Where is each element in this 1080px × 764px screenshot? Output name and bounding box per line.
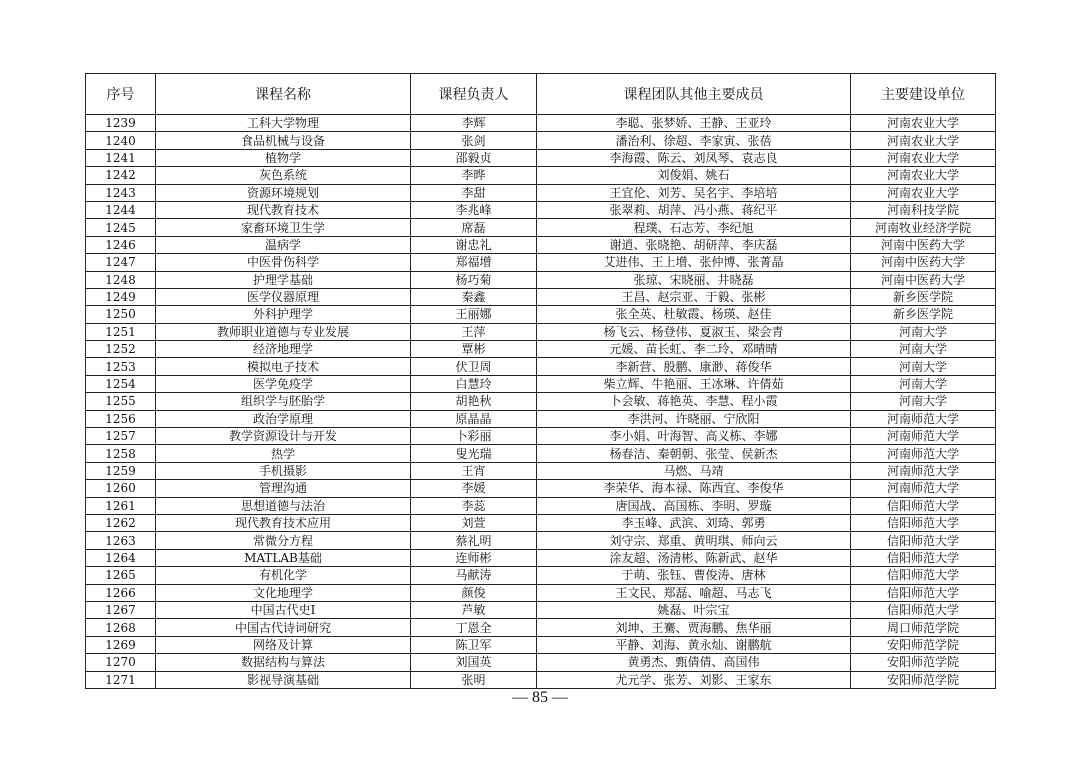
cell-team-members: 马燃、马靖 (537, 462, 851, 479)
cell-institution: 河南中医药大学 (851, 236, 996, 253)
cell-course-lead: 郑福增 (411, 254, 537, 271)
cell-course-name: 中国古代史I (156, 601, 411, 618)
cell-institution: 河南大学 (851, 341, 996, 358)
cell-team-members: 张琼、宋晓丽、井晓磊 (537, 271, 851, 288)
cell-course-lead: 王萍 (411, 323, 537, 340)
table-row (86, 236, 996, 253)
cell-team-members: 谢逍、张晓艳、胡研萍、李庆磊 (537, 236, 851, 253)
cell-team-members: 元媛、苗长虹、李二玲、邓晴晴 (537, 341, 851, 358)
cell-course-lead: 王宵 (411, 462, 537, 479)
cell-team-members: 李洪河、许晓丽、宁欣阳 (537, 410, 851, 427)
cell-institution: 安阳师范学院 (851, 636, 996, 653)
cell-index: 1241 (86, 149, 156, 166)
cell-index: 1239 (86, 115, 156, 132)
table-row (86, 480, 996, 497)
cell-institution: 安阳师范学院 (851, 671, 996, 688)
table-row (86, 375, 996, 392)
cell-course-lead: 谢忠礼 (411, 236, 537, 253)
cell-team-members: 卜会敏、蒋艳英、李慧、程小霞 (537, 393, 851, 410)
header-course-lead: 课程负责人 (411, 74, 537, 115)
cell-index: 1244 (86, 201, 156, 218)
cell-course-lead: 席磊 (411, 219, 537, 236)
header-team-members: 课程团队其他主要成员 (537, 74, 851, 115)
cell-index: 1266 (86, 584, 156, 601)
table-row (86, 254, 996, 271)
cell-index: 1257 (86, 428, 156, 445)
cell-course-lead: 张明 (411, 671, 537, 688)
cell-course-lead: 李辉 (411, 115, 537, 132)
cell-team-members: 刘守宗、郑重、黄明琪、师向云 (537, 532, 851, 549)
table-row (86, 393, 996, 410)
cell-index: 1269 (86, 636, 156, 653)
cell-index: 1256 (86, 410, 156, 427)
cell-index: 1246 (86, 236, 156, 253)
table-row (86, 601, 996, 618)
cell-team-members: 王文民、郑磊、喻超、马志飞 (537, 584, 851, 601)
cell-course-name: 影视导演基础 (156, 671, 411, 688)
cell-course-lead: 蔡礼明 (411, 532, 537, 549)
cell-index: 1262 (86, 514, 156, 531)
cell-course-name: 组织学与胚胎学 (156, 393, 411, 410)
cell-course-name: 医学免疫学 (156, 375, 411, 392)
cell-index: 1253 (86, 358, 156, 375)
cell-course-name: 常微分方程 (156, 532, 411, 549)
cell-course-lead: 李蕊 (411, 497, 537, 514)
table-row (86, 358, 996, 375)
cell-institution: 河南师范大学 (851, 445, 996, 462)
cell-course-name: 热学 (156, 445, 411, 462)
cell-course-lead: 马献涛 (411, 567, 537, 584)
cell-institution: 河南师范大学 (851, 428, 996, 445)
cell-course-name: 现代教育技术 (156, 201, 411, 218)
cell-team-members: 李新营、殷鹏、康渺、蒋俊华 (537, 358, 851, 375)
course-table-container (85, 73, 995, 689)
table-row (86, 341, 996, 358)
cell-team-members: 潘治利、徐超、李家寅、张蓓 (537, 132, 851, 149)
cell-course-lead: 李兆峰 (411, 201, 537, 218)
cell-index: 1251 (86, 323, 156, 340)
cell-team-members: 刘俊娟、姚石 (537, 167, 851, 184)
cell-team-members: 李海霞、陈云、刘凤琴、袁志良 (537, 149, 851, 166)
cell-course-lead: 伏卫周 (411, 358, 537, 375)
cell-institution: 河南大学 (851, 375, 996, 392)
cell-institution: 新乡医学院 (851, 288, 996, 305)
cell-team-members: 艾进伟、王上增、张仲博、张菁晶 (537, 254, 851, 271)
cell-course-name: 模拟电子技术 (156, 358, 411, 375)
cell-course-name: 数据结构与算法 (156, 654, 411, 671)
cell-institution: 河南师范大学 (851, 410, 996, 427)
cell-institution: 河南师范大学 (851, 462, 996, 479)
page-number: — 85 — (512, 689, 568, 706)
cell-course-name: 外科护理学 (156, 306, 411, 323)
table-row (86, 201, 996, 218)
cell-institution: 信阳师范大学 (851, 532, 996, 549)
cell-institution: 信阳师范大学 (851, 549, 996, 566)
cell-team-members: 刘坤、王騫、贾海鹏、焦华丽 (537, 619, 851, 636)
cell-course-name: 有机化学 (156, 567, 411, 584)
cell-index: 1255 (86, 393, 156, 410)
cell-course-lead: 胡艳秋 (411, 393, 537, 410)
table-row (86, 671, 996, 688)
table-row (86, 619, 996, 636)
header-index: 序号 (86, 74, 156, 115)
cell-institution: 新乡医学院 (851, 306, 996, 323)
cell-institution: 河南中医药大学 (851, 271, 996, 288)
cell-course-lead: 叟光瑞 (411, 445, 537, 462)
cell-course-lead: 王丽娜 (411, 306, 537, 323)
cell-index: 1270 (86, 654, 156, 671)
table-row (86, 288, 996, 305)
cell-institution: 河南农业大学 (851, 149, 996, 166)
table-row (86, 445, 996, 462)
cell-team-members: 姚磊、叶宗宝 (537, 601, 851, 618)
cell-course-name: 文化地理学 (156, 584, 411, 601)
cell-course-lead: 杨巧菊 (411, 271, 537, 288)
cell-institution: 河南农业大学 (851, 167, 996, 184)
cell-course-lead: 李媛 (411, 480, 537, 497)
cell-course-lead: 丁恩全 (411, 619, 537, 636)
table-row (86, 219, 996, 236)
cell-team-members: 王宜伦、刘芳、吴名宇、李培培 (537, 184, 851, 201)
cell-institution: 信阳师范大学 (851, 584, 996, 601)
cell-course-lead: 陈卫军 (411, 636, 537, 653)
cell-institution: 河南师范大学 (851, 480, 996, 497)
cell-course-name: 思想道德与法治 (156, 497, 411, 514)
cell-team-members: 杨春洁、秦朝朝、张莹、侯新杰 (537, 445, 851, 462)
cell-institution: 河南农业大学 (851, 184, 996, 201)
cell-index: 1242 (86, 167, 156, 184)
cell-course-lead: 白慧玲 (411, 375, 537, 392)
cell-course-name: 温病学 (156, 236, 411, 253)
table-row (86, 132, 996, 149)
table-row (86, 462, 996, 479)
cell-institution: 河南大学 (851, 358, 996, 375)
cell-course-name: MATLAB基础 (156, 549, 411, 566)
cell-team-members: 唐国战、高国栋、李明、罗璇 (537, 497, 851, 514)
table-row (86, 514, 996, 531)
cell-course-name: 教学资源设计与开发 (156, 428, 411, 445)
cell-course-name: 护理学基础 (156, 271, 411, 288)
cell-index: 1250 (86, 306, 156, 323)
cell-course-name: 管理沟通 (156, 480, 411, 497)
cell-team-members: 李聪、张梦娇、王静、王亚玲 (537, 115, 851, 132)
cell-team-members: 尤元学、张芳、刘影、王家东 (537, 671, 851, 688)
cell-team-members: 张全英、杜敏霞、杨瑛、赵佳 (537, 306, 851, 323)
cell-team-members: 李荣华、海本禄、陈西宜、李俊华 (537, 480, 851, 497)
cell-institution: 河南中医药大学 (851, 254, 996, 271)
cell-course-name: 手机摄影 (156, 462, 411, 479)
cell-course-name: 网络及计算 (156, 636, 411, 653)
cell-index: 1258 (86, 445, 156, 462)
cell-index: 1240 (86, 132, 156, 149)
cell-index: 1259 (86, 462, 156, 479)
cell-institution: 信阳师范大学 (851, 497, 996, 514)
cell-index: 1249 (86, 288, 156, 305)
table-row (86, 410, 996, 427)
course-table (85, 73, 996, 689)
cell-index: 1263 (86, 532, 156, 549)
cell-course-name: 经济地理学 (156, 341, 411, 358)
table-row (86, 323, 996, 340)
cell-course-lead: 颜俊 (411, 584, 537, 601)
cell-course-name: 灰色系统 (156, 167, 411, 184)
cell-institution: 河南科技学院 (851, 201, 996, 218)
cell-index: 1264 (86, 549, 156, 566)
cell-course-lead: 芦敏 (411, 601, 537, 618)
table-row (86, 636, 996, 653)
cell-institution: 河南农业大学 (851, 132, 996, 149)
cell-course-lead: 秦鑫 (411, 288, 537, 305)
table-row (86, 584, 996, 601)
cell-team-members: 涂友超、汤清彬、陈新武、赵华 (537, 549, 851, 566)
cell-course-name: 植物学 (156, 149, 411, 166)
cell-institution: 河南农业大学 (851, 115, 996, 132)
table-row (86, 184, 996, 201)
cell-institution: 河南牧业经济学院 (851, 219, 996, 236)
cell-team-members: 程璞、石志芳、李纪旭 (537, 219, 851, 236)
cell-course-lead: 原晶晶 (411, 410, 537, 427)
cell-team-members: 黄勇杰、甄倩倩、高国伟 (537, 654, 851, 671)
table-row (86, 428, 996, 445)
cell-index: 1254 (86, 375, 156, 392)
cell-index: 1248 (86, 271, 156, 288)
table-row (86, 567, 996, 584)
cell-course-lead: 刘萱 (411, 514, 537, 531)
cell-index: 1247 (86, 254, 156, 271)
cell-course-name: 医学仪器原理 (156, 288, 411, 305)
table-row (86, 654, 996, 671)
cell-index: 1261 (86, 497, 156, 514)
cell-course-name: 政治学原理 (156, 410, 411, 427)
cell-index: 1245 (86, 219, 156, 236)
table-row (86, 271, 996, 288)
cell-course-name: 工科大学物理 (156, 115, 411, 132)
cell-course-name: 家畜环境卫生学 (156, 219, 411, 236)
cell-course-lead: 卜彩丽 (411, 428, 537, 445)
cell-course-lead: 张剑 (411, 132, 537, 149)
cell-course-name: 现代教育技术应用 (156, 514, 411, 531)
cell-index: 1265 (86, 567, 156, 584)
cell-institution: 安阳师范学院 (851, 654, 996, 671)
cell-team-members: 张翠莉、胡萍、冯小燕、蒋纪平 (537, 201, 851, 218)
cell-course-name: 教师职业道德与专业发展 (156, 323, 411, 340)
cell-course-name: 中医骨伤科学 (156, 254, 411, 271)
cell-institution: 河南大学 (851, 323, 996, 340)
table-row (86, 149, 996, 166)
cell-course-name: 资源环境规划 (156, 184, 411, 201)
table-row (86, 167, 996, 184)
cell-index: 1243 (86, 184, 156, 201)
header-institution: 主要建设单位 (851, 74, 996, 115)
cell-team-members: 王昌、赵宗亚、于毅、张彬 (537, 288, 851, 305)
cell-institution: 周口师范学院 (851, 619, 996, 636)
cell-index: 1271 (86, 671, 156, 688)
cell-team-members: 李玉峰、武滨、刘琦、郭勇 (537, 514, 851, 531)
cell-course-lead: 连师彬 (411, 549, 537, 566)
cell-team-members: 杨飞云、杨登伟、夏淑玉、梁会青 (537, 323, 851, 340)
cell-index: 1260 (86, 480, 156, 497)
cell-team-members: 平静、刘海、黄永灿、谢鹏航 (537, 636, 851, 653)
cell-team-members: 柴立辉、牛艳丽、王冰琳、许倩茹 (537, 375, 851, 392)
cell-course-lead: 邵毅贞 (411, 149, 537, 166)
cell-index: 1252 (86, 341, 156, 358)
table-row (86, 497, 996, 514)
cell-index: 1268 (86, 619, 156, 636)
cell-team-members: 李小娟、叶海智、高义栋、李娜 (537, 428, 851, 445)
table-row (86, 306, 996, 323)
cell-course-lead: 李晔 (411, 167, 537, 184)
cell-course-lead: 李甜 (411, 184, 537, 201)
header-course-name: 课程名称 (156, 74, 411, 115)
cell-institution: 信阳师范大学 (851, 514, 996, 531)
cell-team-members: 于萌、张钰、曹俊涛、唐林 (537, 567, 851, 584)
cell-course-name: 食品机械与设备 (156, 132, 411, 149)
table-body (86, 115, 996, 689)
cell-index: 1267 (86, 601, 156, 618)
cell-course-name: 中国古代诗词研究 (156, 619, 411, 636)
table-header-row (86, 74, 996, 115)
cell-course-lead: 刘国英 (411, 654, 537, 671)
cell-course-lead: 覃彬 (411, 341, 537, 358)
cell-institution: 信阳师范大学 (851, 601, 996, 618)
table-row (86, 115, 996, 132)
table-row (86, 549, 996, 566)
table-row (86, 532, 996, 549)
cell-institution: 河南大学 (851, 393, 996, 410)
cell-institution: 信阳师范大学 (851, 567, 996, 584)
